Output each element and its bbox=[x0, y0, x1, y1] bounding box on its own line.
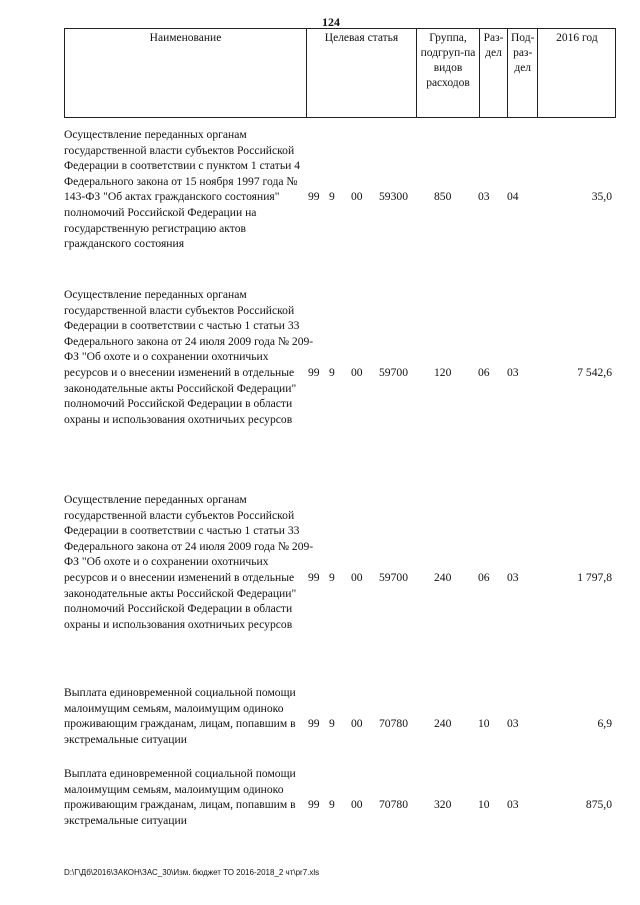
target-code-2: 9 bbox=[329, 717, 335, 730]
group-code: 850 bbox=[434, 190, 452, 203]
razdel-code: 06 bbox=[478, 571, 490, 584]
razdel-code: 10 bbox=[478, 717, 490, 730]
target-code-1: 99 bbox=[308, 366, 320, 379]
row-codes bbox=[64, 365, 616, 381]
target-code-3: 00 bbox=[351, 717, 363, 730]
row-name: Осуществление переданных органам государственной власти субъектов Российской Федерации в соответствии с частью 1 статьи 33 Федерального закона от 24 июля 2009 года № 209-ФЗ "Об охоте и о сохранении охотничьих ресурсов и о внесении изменений в отдельные законодательные акты Российской Федерации" полномочий Российской Федерации в области охраны и использования охотничьих ресурсов bbox=[64, 288, 314, 426]
podrazdel-code: 03 bbox=[507, 366, 519, 379]
amount: 875,0 bbox=[585, 798, 612, 811]
header-name: Наименование bbox=[65, 29, 307, 118]
razdel-code: 10 bbox=[478, 798, 490, 811]
target-code-2: 9 bbox=[329, 366, 335, 379]
amount: 1 797,8 bbox=[577, 571, 612, 584]
target-code-4: 59700 bbox=[379, 571, 408, 584]
target-code-2: 9 bbox=[329, 798, 335, 811]
razdel-code: 06 bbox=[478, 366, 490, 379]
header-year: 2016 год bbox=[538, 29, 616, 118]
podrazdel-code: 04 bbox=[507, 190, 519, 203]
target-code-3: 00 bbox=[351, 366, 363, 379]
group-code: 240 bbox=[434, 571, 452, 584]
razdel-code: 03 bbox=[478, 190, 490, 203]
target-code-4: 59300 bbox=[379, 190, 408, 203]
file-path-footer: D:\Г\Дб\2016\ЗАКОН\ЗАС_30\Изм. бюджет ТО 2016-2018_2 чт\pr7.xls bbox=[64, 868, 320, 877]
target-code-3: 00 bbox=[351, 798, 363, 811]
row-name: Осуществление переданных органам государственной власти субъектов Российской Федерации в соответствии с частью 1 статьи 33 Федерального закона от 24 июля 2009 года № 209-ФЗ "Об охоте и о сохранении охотничьих ресурсов и о внесении изменений в отдельные законодательные акты Российской Федерации" полномочий Российской Федерации в области охраны и использования охотничьих ресурсов bbox=[64, 493, 314, 631]
target-code-1: 99 bbox=[308, 798, 320, 811]
target-code-1: 99 bbox=[308, 717, 320, 730]
header-target: Целевая статья bbox=[307, 29, 417, 118]
row-name: Выплата единовременной социальной помощи малоимущим семьям, малоимущим одиноко проживающим гражданам, лицам, попавшим в экстремальные ситуации bbox=[64, 686, 296, 746]
row-codes bbox=[64, 570, 616, 586]
target-code-2: 9 bbox=[329, 571, 335, 584]
table-header bbox=[64, 28, 616, 118]
row-name: Осуществление переданных органам государственной власти субъектов Российской Федерации в соответствии с пунктом 1 статьи 4 Федерального закона от 15 ноября 1997 года № 143-ФЗ "Об актах гражданского состояния" полномочий Российской Федерации на государственную регистрацию актов гражданского состояния bbox=[64, 128, 301, 251]
target-code-2: 9 bbox=[329, 190, 335, 203]
target-code-3: 00 bbox=[351, 571, 363, 584]
amount: 7 542,6 bbox=[577, 366, 612, 379]
row-codes bbox=[64, 797, 616, 813]
group-code: 120 bbox=[434, 366, 452, 379]
target-code-1: 99 bbox=[308, 571, 320, 584]
row-name: Выплата единовременной социальной помощи малоимущим семьям, малоимущим одиноко проживающим гражданам, лицам, попавшим в экстремальные ситуации bbox=[64, 767, 296, 827]
row-codes bbox=[64, 189, 616, 205]
target-code-4: 70780 bbox=[379, 798, 408, 811]
header-group: Группа, подгруп-па видов расходов bbox=[417, 29, 480, 118]
amount: 6,9 bbox=[597, 717, 612, 730]
target-code-4: 59700 bbox=[379, 366, 408, 379]
amount: 35,0 bbox=[591, 190, 612, 203]
podrazdel-code: 03 bbox=[507, 798, 519, 811]
target-code-1: 99 bbox=[308, 190, 320, 203]
podrazdel-code: 03 bbox=[507, 571, 519, 584]
group-code: 320 bbox=[434, 798, 452, 811]
page-number: 124 bbox=[322, 15, 340, 29]
header-podrazdel: Под-раз-дел bbox=[508, 29, 538, 118]
target-code-4: 70780 bbox=[379, 717, 408, 730]
row-codes bbox=[64, 716, 616, 732]
target-code-3: 00 bbox=[351, 190, 363, 203]
podrazdel-code: 03 bbox=[507, 717, 519, 730]
header-razdel: Раз-дел bbox=[480, 29, 508, 118]
group-code: 240 bbox=[434, 717, 452, 730]
